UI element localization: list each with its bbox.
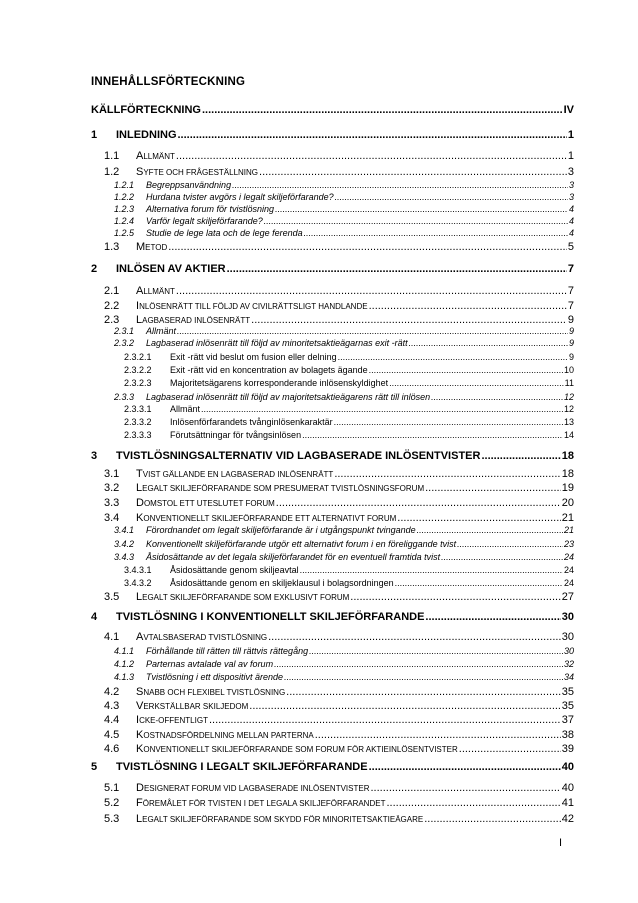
toc-leader-dots bbox=[417, 525, 563, 535]
toc-entry-number: 4.4 bbox=[104, 714, 120, 726]
toc-entry-title: METOD bbox=[136, 241, 168, 253]
toc-entry-number: 3.4.3 bbox=[114, 552, 135, 562]
toc-leader-dots bbox=[431, 392, 563, 402]
toc-entry-title: LEGALT SKILJEFÖRFARANDE SOM EXKLUSIVT FORUM bbox=[136, 591, 350, 603]
toc-entry[interactable] bbox=[91, 104, 574, 116]
toc-entry[interactable] bbox=[91, 129, 574, 141]
toc-leader-dots bbox=[395, 578, 563, 588]
toc-entry-page: 32 bbox=[563, 659, 574, 669]
toc-leader-dots bbox=[441, 552, 563, 562]
toc-entry-title: LAGBASERAD INLÖSENRÄTT bbox=[136, 314, 251, 326]
toc-entry-page: 24 bbox=[563, 565, 574, 575]
toc-entry-page: 3 bbox=[567, 166, 574, 178]
toc-leader-dots bbox=[178, 129, 567, 141]
toc-entry[interactable] bbox=[124, 352, 574, 362]
toc-leader-dots bbox=[425, 611, 560, 623]
toc-entry[interactable] bbox=[104, 482, 574, 494]
toc-entry[interactable] bbox=[114, 539, 574, 549]
toc-entry[interactable] bbox=[104, 150, 574, 162]
toc-entry-number: 5.1 bbox=[104, 782, 120, 794]
toc-entry-title: Inlösenförfarandets tvånginlösenkaraktär bbox=[170, 417, 333, 427]
toc-entry-number: 1.2.4 bbox=[114, 216, 135, 226]
toc-entry[interactable] bbox=[124, 578, 574, 588]
toc-entry-number: 2.3.3.1 bbox=[124, 404, 152, 414]
toc-entry-number: 4.3 bbox=[104, 700, 120, 712]
toc-entry-title: LEGALT SKILJEFÖRFARANDE SOM PRESUMERAT TVISTLÖSNINGSFORUM bbox=[136, 482, 425, 494]
toc-leader-dots bbox=[275, 204, 568, 214]
toc-entry-page: IV bbox=[563, 104, 574, 116]
toc-entry-title: SNABB OCH FLEXIBEL TVISTLÖSNING bbox=[136, 686, 286, 698]
toc-entry[interactable] bbox=[114, 338, 574, 348]
toc-entry-title: Allmänt bbox=[146, 326, 177, 336]
toc-entry-title: Konventionellt skiljeförfarande utgör ett alternativt forum i en föreliggande tvist bbox=[146, 539, 457, 549]
toc-entry-number: 3.4.3.1 bbox=[124, 565, 152, 575]
toc-entry-title: ALLMÄNT bbox=[136, 150, 175, 162]
toc-entry[interactable] bbox=[104, 782, 574, 794]
toc-entry[interactable] bbox=[104, 241, 574, 253]
toc-entry-page: 30 bbox=[561, 611, 574, 623]
toc-leader-dots bbox=[350, 591, 560, 603]
toc-leader-dots bbox=[389, 378, 564, 388]
toc-entry-number: 4.2 bbox=[104, 686, 120, 698]
toc-leader-dots bbox=[177, 326, 568, 336]
toc-leader-dots bbox=[202, 104, 563, 116]
toc-entry-title: Exit -rätt vid en koncentration av bolagets ägande bbox=[170, 365, 368, 375]
toc-entry-title: FÖREMÅLET FÖR TVISTEN I DET LEGALA SKILJEFÖRFARANDET bbox=[136, 797, 386, 809]
toc-leader-dots bbox=[232, 180, 568, 190]
toc-entry-title: KOSTNADSFÖRDELNING MELLAN PARTERNA bbox=[136, 729, 314, 741]
toc-entry[interactable] bbox=[104, 591, 574, 603]
toc-entry-number: 3.5 bbox=[104, 591, 120, 603]
toc-entry-number: 4.1.3 bbox=[114, 672, 135, 682]
toc-entry-page: 9 bbox=[568, 338, 574, 348]
toc-entry-title: SYFTE OCH FRÅGESTÄLLNING bbox=[136, 166, 259, 178]
toc-entry-number: 2.3.1 bbox=[114, 326, 135, 336]
toc-entry-title: ALLMÄNT bbox=[136, 285, 175, 297]
toc-entry-page: 24 bbox=[563, 578, 574, 588]
toc-entry-number: 4.1 bbox=[104, 631, 120, 643]
toc-entry-page: 11 bbox=[564, 378, 574, 388]
toc-entry-page: 38 bbox=[561, 729, 574, 741]
toc-entry[interactable] bbox=[104, 166, 574, 178]
toc-leader-dots bbox=[457, 539, 563, 549]
toc-entry-number: 2.2 bbox=[104, 300, 120, 312]
toc-leader-dots bbox=[334, 417, 563, 427]
toc-entry-title: VERKSTÄLLBAR SKILJEDOM bbox=[136, 700, 249, 712]
toc-entry-number: 3.4.1 bbox=[114, 525, 135, 535]
toc-entry-page: 9 bbox=[568, 326, 574, 336]
toc-leader-dots bbox=[481, 450, 560, 462]
toc-entry[interactable] bbox=[124, 430, 574, 440]
toc-leader-dots bbox=[315, 729, 561, 741]
toc-leader-dots bbox=[274, 659, 563, 669]
toc-entry-page: 30 bbox=[561, 631, 574, 643]
toc-leader-dots bbox=[168, 241, 567, 253]
toc-entry-page: 1 bbox=[567, 150, 574, 162]
toc-leader-dots bbox=[176, 150, 567, 162]
toc-entry[interactable] bbox=[114, 659, 574, 669]
toc-entry-page: 7 bbox=[567, 300, 574, 312]
toc-leader-dots bbox=[264, 216, 568, 226]
toc-entry[interactable] bbox=[91, 263, 574, 275]
toc-entry-number: 1.2.2 bbox=[114, 192, 135, 202]
toc-entry-title: Majoritetsägarens korresponderande inlösenskyldighet bbox=[170, 378, 389, 388]
toc-entry[interactable] bbox=[91, 611, 574, 623]
toc-entry-page: 13 bbox=[563, 417, 574, 427]
toc-entry-page: 35 bbox=[561, 686, 574, 698]
toc-entry-title: ICKE-OFFENTLIGT bbox=[136, 714, 208, 726]
toc-entry-number: 3 bbox=[91, 450, 98, 462]
toc-entry-page: 19 bbox=[561, 482, 574, 494]
toc-entry-number: 2 bbox=[91, 263, 98, 275]
toc-entry[interactable] bbox=[124, 565, 574, 575]
toc-entry-page: 21 bbox=[561, 512, 574, 524]
toc-entry[interactable] bbox=[124, 365, 574, 375]
toc-entry-title: TVISTLÖSNING I LEGALT SKILJEFÖRFARANDE bbox=[116, 761, 368, 773]
toc-leader-dots bbox=[176, 285, 567, 297]
toc-entry[interactable] bbox=[114, 204, 574, 214]
toc-entry-page: 40 bbox=[561, 782, 574, 794]
toc-leader-dots bbox=[227, 263, 567, 275]
toc-entry[interactable] bbox=[104, 729, 574, 741]
toc-entry-page: 18 bbox=[561, 450, 574, 462]
toc-leader-dots bbox=[386, 797, 560, 809]
toc-leader-dots bbox=[209, 714, 561, 726]
toc-entry-number: 3.3 bbox=[104, 497, 120, 509]
toc-entry-number: 5.3 bbox=[104, 813, 120, 825]
toc-entry[interactable] bbox=[114, 192, 574, 202]
toc-leader-dots bbox=[424, 813, 561, 825]
toc-entry-title: KONVENTIONELLT SKILJEFÖRFARANDE ETT ALTERNATIVT FORUM bbox=[136, 512, 397, 524]
toc-entry-number: 1.2 bbox=[104, 166, 120, 178]
toc-entry-title: Begreppsanvändning bbox=[146, 180, 232, 190]
toc-entry-number: 3.1 bbox=[104, 468, 120, 480]
toc-entry-title: Tvistlösning i ett dispositivt ärende bbox=[146, 672, 284, 682]
toc-entry-number: 2.3 bbox=[104, 314, 120, 326]
toc-entry-number: 2.3.3.2 bbox=[124, 417, 152, 427]
toc-entry-title: Lagbaserad inlösenrätt till följd av majoritetsaktieägarens rätt till inlösen bbox=[146, 392, 431, 402]
toc-entry-page: 21 bbox=[563, 525, 574, 535]
toc-entry-page: 37 bbox=[561, 714, 574, 726]
toc-entry-number: 1.2.1 bbox=[114, 180, 135, 190]
toc-leader-dots bbox=[249, 700, 560, 712]
toc-entry-title: Åsidosättande genom en skiljeklausul i bolagsordningen bbox=[170, 578, 394, 588]
toc-entry[interactable] bbox=[124, 378, 574, 388]
toc-entry-number: 2.1 bbox=[104, 285, 120, 297]
toc-entry-page: 10 bbox=[563, 365, 574, 375]
toc-leader-dots bbox=[268, 631, 561, 643]
toc-entry-page: 14 bbox=[563, 430, 574, 440]
toc-entry-page: 9 bbox=[567, 314, 574, 326]
toc-entry[interactable] bbox=[104, 497, 574, 509]
toc-entry-title: Förutsättningar för tvångsinlösen bbox=[170, 430, 302, 440]
toc-entry-title: TVISTLÖSNINGSALTERNATIV VID LAGBASERADE INLÖSENTVISTER bbox=[116, 450, 481, 462]
toc-entry[interactable] bbox=[124, 404, 574, 414]
toc-entry-title: INLÖSEN AV AKTIER bbox=[116, 263, 226, 275]
toc-entry-number: 1.1 bbox=[104, 150, 120, 162]
toc-entry[interactable] bbox=[104, 512, 574, 524]
toc-leader-dots bbox=[338, 352, 568, 362]
toc-entry-page: 35 bbox=[561, 700, 574, 712]
toc-leader-dots bbox=[276, 497, 561, 509]
toc-entry-number: 3.2 bbox=[104, 482, 120, 494]
toc-leader-dots bbox=[201, 404, 563, 414]
toc-entry-page: 23 bbox=[563, 539, 574, 549]
toc-entry[interactable] bbox=[91, 761, 574, 773]
toc-leader-dots bbox=[302, 430, 563, 440]
toc-entry[interactable] bbox=[104, 300, 574, 312]
toc-entry[interactable] bbox=[104, 797, 574, 809]
toc-entry-number: 1.2.3 bbox=[114, 204, 135, 214]
toc-entry-number: 2.3.3.3 bbox=[124, 430, 152, 440]
toc-entry-title: Åsidosättande genom skiljeavtal bbox=[170, 565, 299, 575]
toc-entry-page: 5 bbox=[567, 241, 574, 253]
toc-leader-dots bbox=[259, 166, 567, 178]
toc-entry-title: KÄLLFÖRTECKNING bbox=[91, 104, 201, 116]
toc-entry-title: Förordnandet om legalt skiljeförfarande är i utgångspunkt tvingande bbox=[146, 525, 416, 535]
toc-leader-dots bbox=[251, 314, 567, 326]
toc-entry-page: 27 bbox=[561, 591, 574, 603]
toc-entry-number: 4.6 bbox=[104, 743, 120, 755]
toc-entry[interactable] bbox=[104, 314, 574, 326]
toc-leader-dots bbox=[369, 300, 567, 312]
toc-entry-title: TVISTLÖSNING I KONVENTIONELLT SKILJEFÖRFARANDE bbox=[116, 611, 425, 623]
toc-entry[interactable] bbox=[114, 216, 574, 226]
toc-entry-page: 4 bbox=[568, 216, 574, 226]
toc-entry-title: Studie de lege lata och de lege ferenda bbox=[146, 228, 303, 238]
toc-entry[interactable] bbox=[104, 743, 574, 755]
toc-leader-dots bbox=[309, 646, 563, 656]
toc-leader-dots bbox=[335, 192, 568, 202]
toc-entry[interactable] bbox=[104, 468, 574, 480]
toc-entry-number: 4 bbox=[91, 611, 98, 623]
toc-entry-page: 20 bbox=[561, 497, 574, 509]
toc-entry-page: 39 bbox=[561, 743, 574, 755]
toc-entry-title: AVTALSBASERAD TVISTLÖSNING bbox=[136, 631, 268, 643]
toc-entry-title: Förhållande till rätten till rättvis rättegång bbox=[146, 646, 309, 656]
toc-entry-page: 34 bbox=[563, 672, 574, 682]
toc-entry[interactable] bbox=[104, 631, 574, 643]
toc-entry[interactable] bbox=[114, 525, 574, 535]
toc-entry-page: 3 bbox=[568, 180, 574, 190]
toc-entry-title: KONVENTIONELLT SKILJEFÖRFARANDE SOM FORUM FÖR AKTIEINLÖSENTVISTER bbox=[136, 743, 458, 755]
toc-leader-dots bbox=[369, 761, 561, 773]
toc-entry-page: 40 bbox=[561, 761, 574, 773]
toc-entry-title: LEGALT SKILJEFÖRFARANDE SOM SKYDD FÖR MINORITETSAKTIEÄGARE bbox=[136, 813, 424, 825]
toc-entry-page: 18 bbox=[561, 468, 574, 480]
toc-entry-number: 4.5 bbox=[104, 729, 120, 741]
toc-entry-number: 3.4 bbox=[104, 512, 120, 524]
toc-entry[interactable] bbox=[104, 700, 574, 712]
toc-entry-page: 41 bbox=[561, 797, 574, 809]
toc-entry-page: 30 bbox=[563, 646, 574, 656]
toc-entry-title: DESIGNERAT FORUM VID LAGBASERADE INLÖSENTVISTER bbox=[136, 782, 370, 794]
toc-entry-number: 3.4.3.2 bbox=[124, 578, 152, 588]
toc-entry-title: Parternas avtalade val av forum bbox=[146, 659, 274, 669]
toc-entry-title: TVIST GÄLLANDE EN LAGBASERAD INLÖSENRÄTT bbox=[136, 468, 334, 480]
toc-entry-number: 2.3.2.1 bbox=[124, 352, 152, 362]
toc-entry-page: 24 bbox=[563, 552, 574, 562]
toc-leader-dots bbox=[369, 365, 563, 375]
toc-leader-dots bbox=[300, 565, 563, 575]
toc-entry-title: Hurdana tvister avgörs i legalt skiljeförfarande? bbox=[146, 192, 334, 202]
toc-entry-number: 2.3.3 bbox=[114, 392, 135, 402]
toc-entry-number: 5.2 bbox=[104, 797, 120, 809]
toc-entry-number: 1.3 bbox=[104, 241, 120, 253]
toc-entry-title: INLEDNING bbox=[116, 129, 177, 141]
toc-entry[interactable] bbox=[91, 450, 574, 462]
toc-entry-page: 4 bbox=[568, 228, 574, 238]
toc-entry[interactable] bbox=[114, 180, 574, 190]
toc-leader-dots bbox=[334, 468, 560, 480]
toc-entry-title: Lagbaserad inlösenrätt till följd av minoritetsaktieägarnas exit -rätt bbox=[146, 338, 408, 348]
toc-entry-title: Alternativa forum för tvistlösning bbox=[146, 204, 275, 214]
toc-entry[interactable] bbox=[104, 686, 574, 698]
toc-entry-page: 3 bbox=[568, 192, 574, 202]
toc-entry-page: 42 bbox=[561, 813, 574, 825]
toc-entry-page: 12 bbox=[563, 404, 574, 414]
toc-leader-dots bbox=[425, 482, 561, 494]
toc-entry[interactable] bbox=[114, 228, 574, 238]
toc-entry-page: 1 bbox=[567, 129, 574, 141]
toc-entry[interactable] bbox=[124, 417, 574, 427]
toc-leader-dots bbox=[397, 512, 560, 524]
toc-entry[interactable] bbox=[114, 326, 574, 336]
toc-leader-dots bbox=[409, 338, 568, 348]
toc-entry-page: 7 bbox=[567, 263, 574, 275]
toc-title: INNEHÅLLSFÖRTECKNING bbox=[91, 76, 246, 88]
toc-entry-title: DOMSTOL ETT UTESLUTET FORUM bbox=[136, 497, 275, 509]
toc-entry[interactable] bbox=[114, 552, 574, 562]
toc-entry-title: Åsidosättande av det legala skiljeförfarandet för en eventuell framtida tvist bbox=[146, 552, 441, 562]
toc-entry-number: 1.2.5 bbox=[114, 228, 135, 238]
toc-entry-number: 4.1.1 bbox=[114, 646, 135, 656]
toc-entry[interactable] bbox=[104, 813, 574, 825]
toc-entry-title: Varför legalt skiljeförfarande? bbox=[146, 216, 263, 226]
toc-entry[interactable] bbox=[104, 714, 574, 726]
toc-leader-dots bbox=[459, 743, 561, 755]
toc-leader-dots bbox=[286, 686, 561, 698]
toc-entry-title: INLÖSENRÄTT TILL FÖLJD AV CIVILRÄTTSLIGT HANDLANDE bbox=[136, 300, 368, 312]
toc-leader-dots bbox=[370, 782, 560, 794]
toc-entry[interactable] bbox=[114, 392, 574, 402]
toc-entry-page: 4 bbox=[568, 204, 574, 214]
toc-entry-number: 2.3.2 bbox=[114, 338, 135, 348]
toc-entry-page: 7 bbox=[567, 285, 574, 297]
toc-entry-number: 1 bbox=[91, 129, 98, 141]
toc-entry-page: 12 bbox=[563, 392, 574, 402]
toc-leader-dots bbox=[304, 228, 568, 238]
toc-entry-page: 9 bbox=[568, 352, 574, 362]
toc-entry-number: 3.4.2 bbox=[114, 539, 135, 549]
toc-entry[interactable] bbox=[104, 285, 574, 297]
toc-entry-number: 4.1.2 bbox=[114, 659, 135, 669]
toc-entry-title: Exit -rätt vid beslut om fusion eller delning bbox=[170, 352, 337, 362]
toc-entry-number: 2.3.2.3 bbox=[124, 378, 152, 388]
toc-leader-dots bbox=[284, 672, 563, 682]
toc-entry-number: 5 bbox=[91, 761, 98, 773]
toc-entry[interactable] bbox=[114, 646, 574, 656]
page-number: I bbox=[559, 837, 563, 849]
toc-entry-title: Allmänt bbox=[170, 404, 201, 414]
toc-entry-number: 2.3.2.2 bbox=[124, 365, 152, 375]
toc-entry[interactable] bbox=[114, 672, 574, 682]
